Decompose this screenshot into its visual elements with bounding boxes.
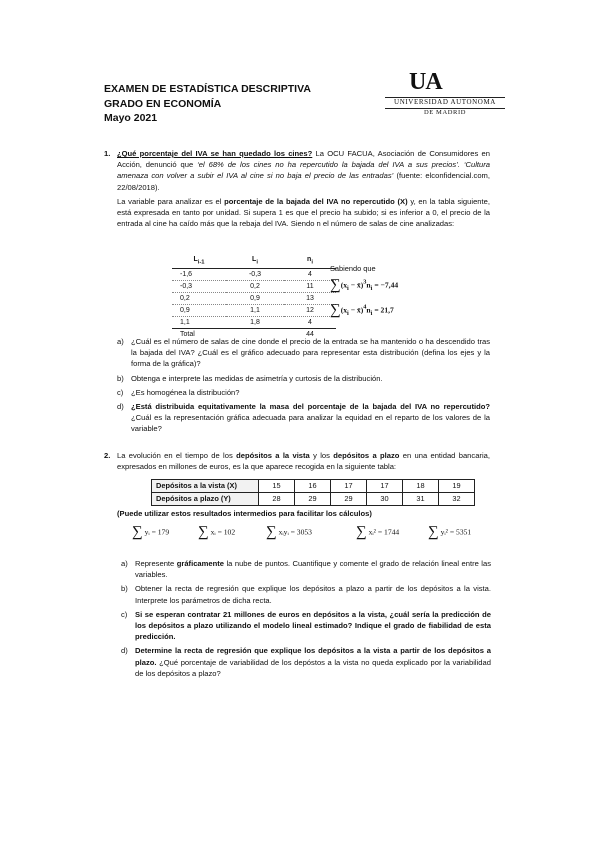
q1-item-b: b) Obtenga e interprete las medidas de asimetría y curtosis de la distribución. — [117, 373, 383, 383]
q1-variable: porcentaje de la bajada del IVA no repercutido (X) — [224, 197, 408, 206]
table-row: Depósitos a plazo (Y) 28 29 29 30 31 32 — [152, 493, 475, 506]
q1-frequency-table — [172, 254, 336, 340]
q1-subquestions — [117, 336, 490, 435]
q1-item-a: a) ¿Cuál es el número de salas de cine donde el precio de la entrada se ha mantenido o ha descendido tras la bajada del IVA? ¿Cuál es el gráfico adecuado para representar esta distribución (defina los ejes y la forma de la gráfica)? — [117, 337, 490, 369]
col-header-upper: $L_i$ — [226, 254, 284, 269]
exam-header — [104, 82, 311, 126]
table-row: 0,9 1,1 12 — [172, 305, 336, 317]
q1-item-c: c) ¿Es homogénea la distribución? — [117, 387, 240, 397]
q2-item-b: b) Obtener la recta de regresión que explique los depósitos a plazo a partir de los depósitos a la vista. Interprete los parámetros de dicha recta. — [121, 584, 491, 605]
table-total-row: Total 44 — [172, 329, 336, 341]
q2-note: (Puede utilizar estos resultados intermedios para facilitar los cálculos) — [117, 509, 372, 518]
q2-sum-y: ∑ yᵢ = 179 — [132, 524, 170, 540]
q2-item-c: c) Si se esperan contratar 21 millones de euros en depósitos a la vista, ¿cuál sería la predicción de los depósitos a plazo utilizando el modelo lineal estimado? Indique el grado de fiabilidad de esta predicción. — [121, 609, 491, 642]
q1-knowing-label: Sabiendo que — [330, 264, 376, 273]
q1-desc-c: y, en la tabla siguiente, está expresada en tanto por unidad. Si supera 1 es que el precio ha subido; si es inferior a 0, el precio de la entrada al cine ha caído más que la rebaja del IVA. Siendo n el número de salas de cine analizadas: — [117, 197, 490, 229]
table-row: Depósitos a la vista (X) 15 16 17 17 18 19 — [152, 480, 475, 493]
q1-number: 1. — [104, 149, 111, 158]
q2-item-d: d) Determine la recta de regresión que explique los depósitos a la vista a partir de los depósitos a plazo. ¿Qué porcentaje de variabilidad de los depóstos a la vista no queda explicado por la variabilidad de los depósitos a plazo? — [121, 646, 491, 678]
q2-number: 2. — [104, 451, 111, 460]
q1-sum1-value: = −7,44 — [374, 280, 399, 290]
table-row: -0,3 0,2 11 — [172, 281, 336, 293]
q2-deposits-table — [151, 479, 475, 506]
exam-date: Mayo 2021 — [104, 112, 158, 124]
q2-sum-x2: ∑ xᵢ² = 1744 — [356, 524, 400, 540]
q1-desc-a: La variable para analizar es el — [117, 197, 222, 206]
q2-sum-y2: ∑ yᵢ² = 5351 — [428, 524, 472, 540]
exam-title: EXAMEN DE ESTADÍSTICA DESCRIPTIVA — [104, 83, 311, 95]
q1-item-d: d) ¿Está distribuida equitativamente la masa del porcentaje de la bajada del IVA no repercutido? ¿Cuál es la representación gráfica adecuada para analizar la equidad en el reparto de los valores de la variable? — [117, 402, 490, 434]
logo-text-line1: UNIVERSIDAD AUTONOMA — [394, 98, 496, 106]
q1-sum-third-moment: $\sum(x_i$ − $x̄)^3n_i = -7,44$ — [330, 277, 399, 293]
q2-item-a: a) Represente gráficamente la nube de puntos. Cuantifique y comente el grado de relación lineal entre las variables. — [121, 559, 491, 580]
q2-intro: La evolución en el tiempo de los depósitos a la vista y los depósitos a plazo en una entidad bancaria, expresados en millones de euros, es la que aparece recogida en la siguiente tabla: — [117, 451, 490, 472]
q1-sum-fourth-moment: $\sum(x_i$ − $x̄)^4n_i = 21,7$ — [330, 302, 394, 318]
q2-sum-x: ∑ xᵢ = 102 — [198, 524, 236, 540]
q1-intro-text: La OCU FACUA, Asociación de Consumidores en Acción, denunció que — [117, 149, 490, 170]
q1-description — [117, 196, 490, 230]
exam-degree: GRADO EN ECONOMÍA — [104, 97, 222, 110]
col-header-count: $n_i$ — [284, 254, 336, 269]
q1-sum2-value: = 21,7 — [374, 305, 394, 315]
table-row: -1,6 -0,3 4 — [172, 269, 336, 281]
logo-text-line2: DE MADRID — [423, 109, 467, 116]
col-header-lower: $L_{i-1}$ — [172, 254, 226, 269]
q1-intro — [117, 148, 490, 193]
q2-subquestions — [121, 558, 491, 679]
q1-source: (fuente: elconfidencial.com, 22/08/2018). — [117, 171, 490, 192]
q2-sum-xy: ∑ xᵢyᵢ = 3053 — [266, 524, 312, 540]
q1-title: ¿Qué porcentaje del IVA se han quedado los cines? — [117, 149, 313, 158]
logo-mark: UA — [409, 69, 442, 95]
q1-quote: ‘el 68% de los cines no ha repercutido la bajada del IVA a sus precios’. ‘Cultura amenaza con volver a subir el IVA al cine si no baja el precio de las entradas’ — [117, 160, 490, 181]
table-row: 0,2 0,9 13 — [172, 293, 336, 305]
table-row: 1,1 1,8 4 — [172, 317, 336, 329]
university-logo — [385, 70, 507, 120]
